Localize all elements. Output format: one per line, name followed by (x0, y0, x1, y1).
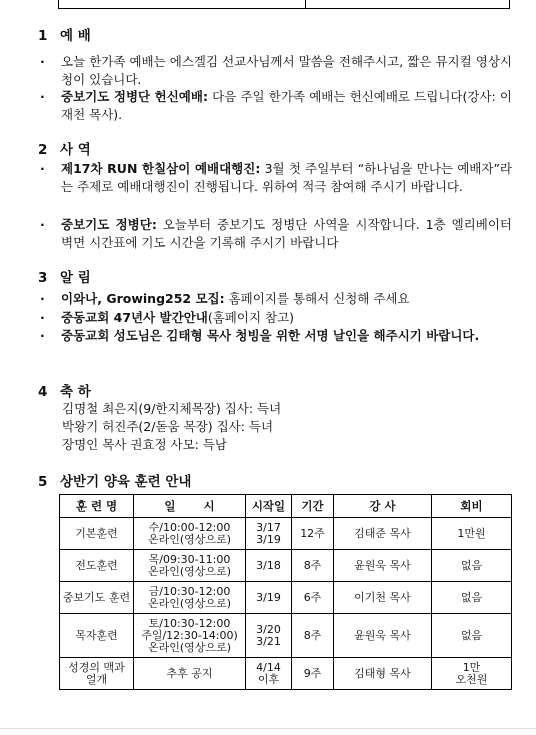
worship-item-2 (40, 88, 512, 123)
table-cell: 추후 공지 (134, 658, 246, 690)
table-cell: 9주 (292, 658, 334, 690)
item-text: (홈페이지 참고) (207, 310, 295, 325)
table-cell: 4/14 이후 (246, 658, 292, 690)
item-text: 다음 주일 한가족 예배는 헌신예배로 드립니다(강사: 이재천 목사). (61, 89, 512, 122)
bullet-icon: · (40, 89, 45, 104)
header-cell: 시작일 (246, 495, 292, 518)
bullet-icon: · (40, 310, 45, 325)
section-title-worship (38, 24, 91, 44)
table-row (60, 658, 512, 690)
section-title-congrats (38, 380, 91, 400)
table-cell: 전도훈련 (60, 550, 134, 582)
section-number: 1 (38, 28, 48, 44)
table-cell: 성경의 맥과 얼개 (60, 658, 134, 690)
notice-item-3 (40, 327, 512, 345)
table-header-row (60, 495, 512, 518)
top-border-box (58, 0, 510, 9)
section-number: 3 (38, 270, 48, 286)
header-cell: 강 사 (334, 495, 432, 518)
training-schedule-table (59, 494, 512, 690)
bullet-icon: · (40, 161, 45, 176)
congrats-line: 장명인 목사 권효정 사모: 득남 (62, 437, 228, 452)
table-cell: 없음 (432, 582, 512, 614)
worship-item-1 (40, 53, 512, 88)
table-cell: 3/20 3/21 (246, 614, 292, 658)
table-row (60, 614, 512, 658)
section-title-training (38, 470, 191, 490)
section-heading: 사 역 (60, 142, 91, 158)
item-bold: 제17차 RUN 한칠삼이 예배대행진: (61, 161, 261, 176)
item-bold: 중보기도 정병단: (61, 217, 157, 232)
table-row (60, 518, 512, 550)
ministry-item-1 (40, 160, 512, 195)
section-number: 4 (38, 384, 48, 400)
table-cell: 8주 (292, 550, 334, 582)
section-title-ministry (38, 138, 91, 158)
notice-item-2 (40, 309, 512, 327)
item-text: 오늘부터 중보기도 정병단 사역을 시작합니다. 1층 엘리베이터 벽면 시간표에 기도 시간을 기록해 주시기 바랍니다 (61, 217, 512, 250)
section-number: 2 (38, 142, 48, 158)
table-cell: 없음 (432, 614, 512, 658)
table-cell: 3/18 (246, 550, 292, 582)
item-text: 3월 첫 주일부터 “하나님을 만나는 예배자”라는 주제로 예배대행진이 진행됩니다. 위하여 적극 참여해 주시기 바랍니다. (61, 161, 512, 194)
ministry-item-2 (40, 216, 512, 251)
table-cell: 토/10:30-12:00 주일/12:30-14:00) 온라인(영상으로) (134, 614, 246, 658)
notice-item-1 (40, 290, 512, 308)
bottom-divider (0, 728, 536, 729)
section-number: 5 (38, 474, 48, 490)
congrats-line: 박왕기 허진주(2/돋움 목장) 집사: 득녀 (62, 419, 274, 434)
bullet-icon: · (40, 328, 45, 343)
table-cell: 1만 오천원 (432, 658, 512, 690)
table-cell: 윤원욱 목사 (334, 614, 432, 658)
section-heading: 예 배 (60, 28, 91, 44)
table-cell: 6주 (292, 582, 334, 614)
item-bold: 이와나, Growing252 모집: (61, 291, 225, 306)
table-cell: 없음 (432, 550, 512, 582)
table-cell: 3/17 3/19 (246, 518, 292, 550)
table-row (60, 582, 512, 614)
congrats-line: 김명철 최은지(9/한지체목장) 집사: 득녀 (62, 401, 282, 416)
table-cell: 목자훈련 (60, 614, 134, 658)
item-text: 홈페이지를 통해서 신청해 주세요 (224, 291, 410, 306)
table-cell: 8주 (292, 614, 334, 658)
bullet-icon: · (40, 217, 45, 232)
item-text: 오늘 한가족 예배는 에스겔김 선교사님께서 말씀을 전해주시고, 짧은 뮤지컬 영상시청이 있습니다. (61, 54, 512, 87)
table-cell: 이기천 목사 (334, 582, 432, 614)
table-cell: 수/10:00-12:00 온라인(영상으로) (134, 518, 246, 550)
section-heading: 축 하 (60, 384, 91, 400)
table-cell: 1만원 (432, 518, 512, 550)
section-heading: 상반기 양육 훈련 안내 (60, 474, 192, 490)
header-cell: 기간 (292, 495, 334, 518)
header-cell: 훈 련 명 (60, 495, 134, 518)
table-row (60, 550, 512, 582)
table-cell: 12주 (292, 518, 334, 550)
table-cell: 기본훈련 (60, 518, 134, 550)
header-cell: 회비 (432, 495, 512, 518)
section-heading: 알 림 (60, 270, 91, 286)
table-cell: 목/09:30-11:00 온라인(영상으로) (134, 550, 246, 582)
header-cell: 일 시 (134, 495, 246, 518)
item-bold: 중동교회 성도님은 김태형 목사 청빙을 위한 서명 날인을 해주시기 바랍니다. (61, 328, 480, 343)
table-cell: 윤원욱 목사 (334, 550, 432, 582)
item-bold: 중동교회 47년사 발간안내 (61, 310, 208, 325)
item-bold: 중보기도 정병단 헌신예배: (61, 89, 208, 104)
bullet-icon: · (40, 291, 45, 306)
table-cell: 중보기도 훈련 (60, 582, 134, 614)
table-cell: 김태형 목사 (334, 658, 432, 690)
top-divider (305, 0, 306, 8)
section-title-notice (38, 266, 91, 286)
table-cell: 금/10:30-12:00 온라인(영상으로) (134, 582, 246, 614)
table-cell: 3/19 (246, 582, 292, 614)
table-cell: 김태준 목사 (334, 518, 432, 550)
bullet-icon: · (40, 54, 45, 69)
